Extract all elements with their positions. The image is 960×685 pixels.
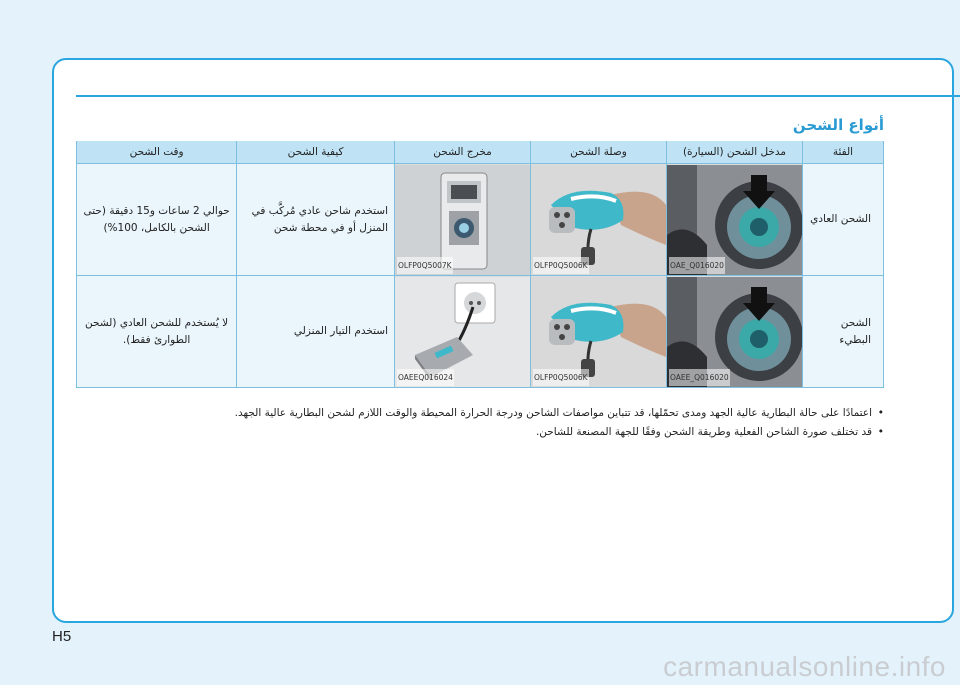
charge-connector-photo [531, 165, 666, 275]
outlet-photo-cell [395, 276, 531, 388]
notes-list [76, 404, 884, 442]
header-method: كيفية الشحن [237, 141, 395, 164]
header-outlet: مخرج الشحن [395, 141, 531, 164]
row-category: الشحن البطيء [803, 276, 884, 388]
table-row [77, 164, 884, 276]
charging-types-table [76, 141, 884, 388]
image-code: OLFP0Q5006K [533, 257, 589, 274]
household-outlet-photo [395, 277, 530, 387]
connector-photo-cell [531, 164, 667, 276]
charge-inlet-photo [667, 165, 802, 275]
header-category: الفئة [803, 141, 884, 164]
image-code: OLFP0Q5007K [397, 257, 453, 274]
charge-connector-photo [531, 277, 666, 387]
image-code: OAEEQ016024 [397, 369, 454, 386]
image-code: OAEE_Q016020 [669, 369, 730, 386]
connector-photo-cell [531, 276, 667, 388]
charge-outlet-photo [395, 165, 530, 275]
page-number: H5 [52, 628, 72, 645]
row-method: استخدم التيار المنزلي [237, 276, 395, 388]
row-method: استخدم شاحن عادي مُركَّب في المنزل أو في محطة شحن [237, 164, 395, 276]
section-title: أنواع الشحن [792, 116, 884, 134]
row-time: حوالي 2 ساعات و15 دقيقة (حتى الشحن بالكامل، 100%) [77, 164, 237, 276]
title-rule [76, 95, 960, 97]
header-connector: وصلة الشحن [531, 141, 667, 164]
note-item: • قد تختلف صورة الشاحن الفعلية وطريقة الشحن وفقًا للجهة المصنعة للشاحن. [76, 423, 884, 442]
watermark: carmanualsonline.info [663, 651, 946, 682]
header-time: وقت الشحن [77, 141, 237, 164]
inlet-photo-cell [667, 276, 803, 388]
image-code: OLFP0Q5006K [533, 369, 589, 386]
note-item: • اعتمادًا على حالة البطارية عالية الجهد ومدى تحمّلها، قد تتباين مواصفات الشاحن ودرجة الحرارة المحيطة والوقت اللازم لشحن البطارية عالية الجهد. [76, 404, 884, 423]
row-time: لا يُستخدم للشحن العادي (لشحن الطوارئ فقط). [77, 276, 237, 388]
image-code: OAE_Q016020 [669, 257, 725, 274]
table-row [77, 276, 884, 388]
inlet-photo-cell [667, 164, 803, 276]
row-category: الشحن العادي [803, 164, 884, 276]
charge-inlet-photo [667, 277, 802, 387]
outlet-photo-cell [395, 164, 531, 276]
table-header-row [77, 141, 884, 164]
header-inlet: مدخل الشحن (السيارة) [667, 141, 803, 164]
